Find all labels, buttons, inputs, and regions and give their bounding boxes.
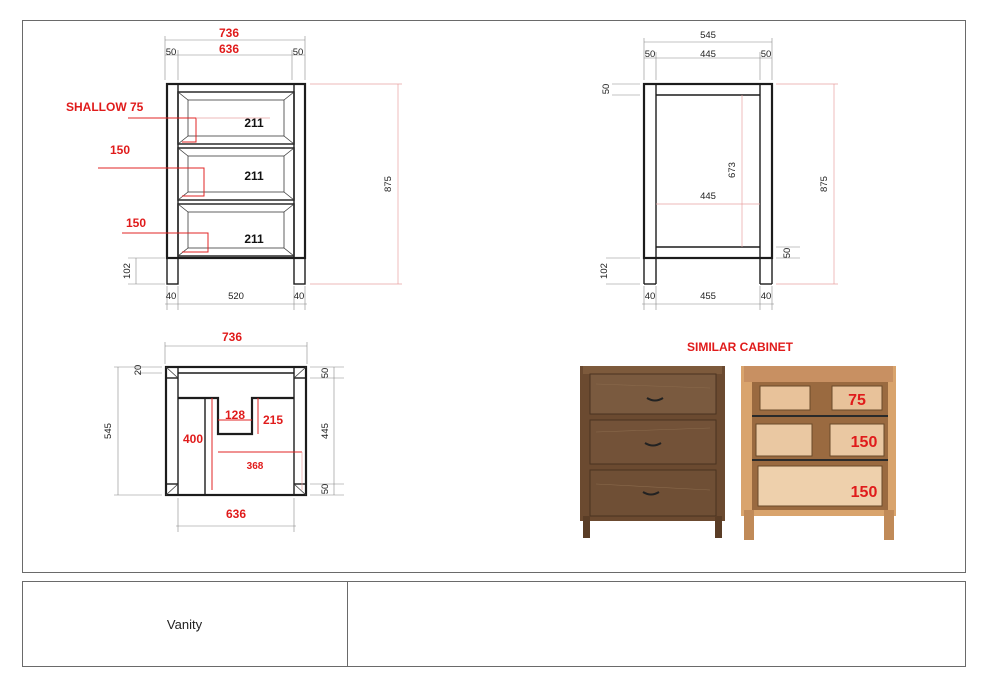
top-cutout-offset: 368 xyxy=(246,461,264,472)
side-bottom-rail: 50 xyxy=(782,247,793,259)
front-leg-span: 520 xyxy=(228,291,244,302)
open-drawer-3-label: 150 xyxy=(850,484,878,501)
front-side-left: 50 xyxy=(165,47,177,58)
open-cabinet-image xyxy=(741,366,896,540)
front-overall-width: 736 xyxy=(218,26,240,40)
similar-cabinet-heading: SIMILAR CABINET xyxy=(687,340,793,354)
top-overall-depth: 545 xyxy=(103,423,114,439)
side-leg-span: 455 xyxy=(700,291,716,302)
shallow-drawer-label: SHALLOW 75 xyxy=(66,100,144,114)
dark-cabinet-image xyxy=(580,366,725,538)
top-front-rail: 50 xyxy=(320,367,331,379)
top-back-rail: 50 xyxy=(320,483,331,495)
drawer-1-width: 211 xyxy=(244,116,264,130)
open-drawer-2-label: 150 xyxy=(850,434,878,451)
side-shelf-depth: 445 xyxy=(700,191,716,202)
side-inner-depth: 445 xyxy=(700,49,716,60)
top-back-offset: 20 xyxy=(133,364,144,376)
front-leg-right: 40 xyxy=(293,291,305,302)
drawer-3-height: 150 xyxy=(126,216,147,230)
side-leg-height: 102 xyxy=(599,263,610,279)
side-view xyxy=(599,30,838,310)
top-inner-width: 636 xyxy=(225,507,247,521)
top-overall-width: 736 xyxy=(221,330,243,344)
top-view xyxy=(103,330,344,532)
front-leg-height: 102 xyxy=(122,263,133,279)
title-block-name: Vanity xyxy=(166,616,203,632)
side-leg-right: 40 xyxy=(760,291,772,302)
side-inner-height: 673 xyxy=(727,162,738,178)
drawer-2-width: 211 xyxy=(244,169,264,183)
side-height: 875 xyxy=(819,176,830,192)
similar-cabinet xyxy=(580,340,896,540)
top-inner-depth: 445 xyxy=(320,423,331,439)
open-drawer-1-label: 75 xyxy=(848,392,866,409)
drawer-2-height: 150 xyxy=(110,143,131,157)
side-top-rail: 50 xyxy=(601,83,612,95)
front-inner-width: 636 xyxy=(218,42,240,56)
side-left: 50 xyxy=(644,49,656,60)
top-cutout-height: 215 xyxy=(262,413,284,427)
front-leg-left: 40 xyxy=(165,291,177,302)
front-view xyxy=(66,26,402,310)
front-side-right: 50 xyxy=(292,47,304,58)
top-cutout-width: 128 xyxy=(224,408,246,422)
front-height: 875 xyxy=(383,176,394,192)
top-cutout-depth: 400 xyxy=(182,432,204,446)
side-leg-left: 40 xyxy=(644,291,656,302)
side-overall-depth: 545 xyxy=(700,30,716,41)
drawer-3-width: 211 xyxy=(244,232,264,246)
side-right: 50 xyxy=(760,49,772,60)
